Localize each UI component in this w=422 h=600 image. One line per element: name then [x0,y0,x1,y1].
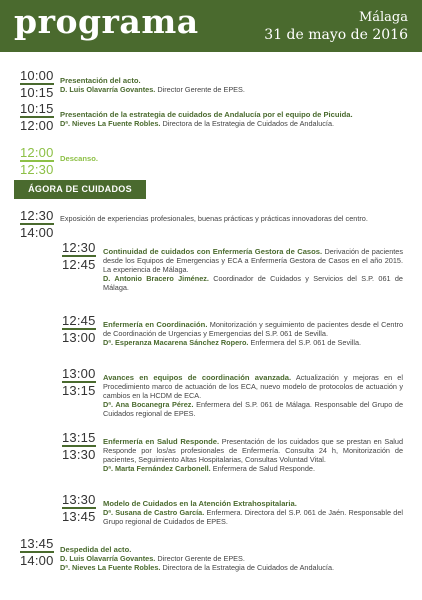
speaker-name: Dª. Marta Fernández Carbonell. [103,464,211,473]
start-time: 12:00 [20,145,54,160]
speaker-line [103,464,403,473]
time-block [62,367,96,397]
closing-item [60,545,402,572]
start-time: 12:30 [62,240,96,255]
start-time: 10:15 [20,101,54,116]
session-text: Monitorización y seguimiento de pacientes desde el Centro de Coordinación de Urgencias y Emergencias del S.P. 061 de Sevilla. [103,320,403,338]
section-intro: Exposición de experiencias profesionales, buenas prácticas y prácticas innovadoras del centro. [60,214,368,223]
event-date: 31 de mayo de 2016 [264,27,408,43]
speaker-role: Enfermera del S.P. 061 de Sevilla. [248,338,362,347]
speaker-role: Directora de la Estrategia de Cuidados de Andalucía. [160,119,335,128]
start-time: 13:00 [62,366,96,381]
start-time: 12:30 [20,208,54,223]
end-time: 12:00 [20,118,54,133]
start-time: 10:00 [20,68,54,83]
speaker-role: Enfermera. Directora del S.P. 061 de Jaén. Responsable del Grupo regional de Cuidados de EPES. [103,508,404,526]
speaker-name: D. Antonio Bracero Jiménez. [103,274,209,283]
speaker-name: Dª. Nieves La Fuente Robles. [60,119,161,128]
session-title: Enfermería en Salud Responde. [103,437,220,446]
end-time: 13:30 [62,447,96,462]
speaker-name: D. Luis Olavarría Govantes. [60,554,156,563]
end-time: 13:15 [62,383,96,398]
session-title: Continuidad de cuidados con Enfermería Gestora de Casos. [103,247,323,256]
session-description [103,373,403,400]
session-title: Enfermería en Coordinación. [103,320,208,329]
speaker-name: Dª. Esperanza Macarena Sánchez Ropero. [103,338,249,347]
session-item [103,320,403,347]
session-text: Presentación de los cuidados que se prestan en Salud Responde por los/as profesionales de Enfermería. Consulta 24 h, Monitorización de pacientes, Seguimiento Altas Hospitalarias, Consultas Voluntad Vital. [103,437,404,464]
end-time: 14:00 [20,553,54,568]
end-time: 13:00 [62,330,96,345]
session-description [103,437,403,464]
start-time: 13:30 [62,492,96,507]
end-time: 12:45 [62,257,96,272]
time-block [62,314,96,344]
speaker-line [60,554,402,563]
session-description [103,320,403,338]
header-banner [0,0,422,52]
speaker-line [103,508,403,526]
speaker-role: Director Gerente de EPES. [155,85,245,94]
speaker-name: Dª. Susana de Castro García. [103,508,205,517]
start-time: 13:45 [20,536,54,551]
end-time: 12:30 [20,162,54,177]
agenda-item [60,154,400,163]
agenda-item [60,110,400,128]
time-block [20,209,54,239]
time-block [62,431,96,461]
speaker-line [60,85,400,94]
session-text: Actualización y mejoras en el Procedimiento marco de actuación de los ECA, nuevo modelo de protocolos de actuación y cambios en la HCDM de ECA. [103,373,403,400]
end-time: 10:15 [20,85,54,100]
closing-title: Despedida del acto. [60,545,132,554]
session-item [103,437,403,473]
session-item [103,499,403,526]
session-description [103,247,403,274]
session-title: Modelo de Cuidados en la Atención Extrahospitalaria. [103,499,297,508]
speaker-role: Enfermera del S.P. 061 de Málaga. Responsable del Grupo de Cuidados regional de EPES. [103,400,404,418]
speaker-name: Dª. Ana Bocanegra Pérez. [103,400,194,409]
end-time: 14:00 [20,225,54,240]
speaker-line [60,563,402,572]
speaker-role: Director Gerente de EPES. [155,554,245,563]
session-description [103,499,403,508]
speaker-name: D. Luis Olavarría Govantes. [60,85,156,94]
session-text: Derivación de pacientes desde los Equipos de Emergencias y ECA a Enfermería Gestora de Casos en el año 2015. La experiencia de Málaga. [103,247,404,274]
session-item [103,373,403,418]
time-block [62,493,96,523]
session-title: Avances en equipos de coordinación avanzada. [103,373,292,382]
speaker-line [103,338,403,347]
speaker-line [60,119,400,128]
break-title: Descanso. [60,154,98,163]
time-block [20,537,54,567]
start-time: 12:45 [62,313,96,328]
agenda-item-title: Presentación de la estrategia de cuidados de Andalucía por el equipo de Picuida. [60,110,353,119]
speaker-role: Coordinador de Cuidados y Servicios del S.P. 061 de Málaga. [103,274,403,292]
speaker-role: Directora de la Estrategia de Cuidados de Andalucía. [160,563,335,572]
agenda-item-title: Presentación del acto. [60,76,141,85]
speaker-line [103,400,403,418]
speaker-line [103,274,403,292]
event-city: Málaga [358,10,408,25]
speaker-role: Enfermera de Salud Responde. [210,464,315,473]
time-block [20,146,54,176]
start-time: 13:15 [62,430,96,445]
page-title: programa [14,2,199,41]
section-banner: ÁGORA DE CUIDADOS [14,180,146,199]
time-block [20,69,54,99]
time-block [62,241,96,271]
session-item [103,247,403,292]
agenda-item [60,76,400,94]
end-time: 13:45 [62,509,96,524]
time-block [20,102,54,132]
speaker-name: Dª. Nieves La Fuente Robles. [60,563,161,572]
